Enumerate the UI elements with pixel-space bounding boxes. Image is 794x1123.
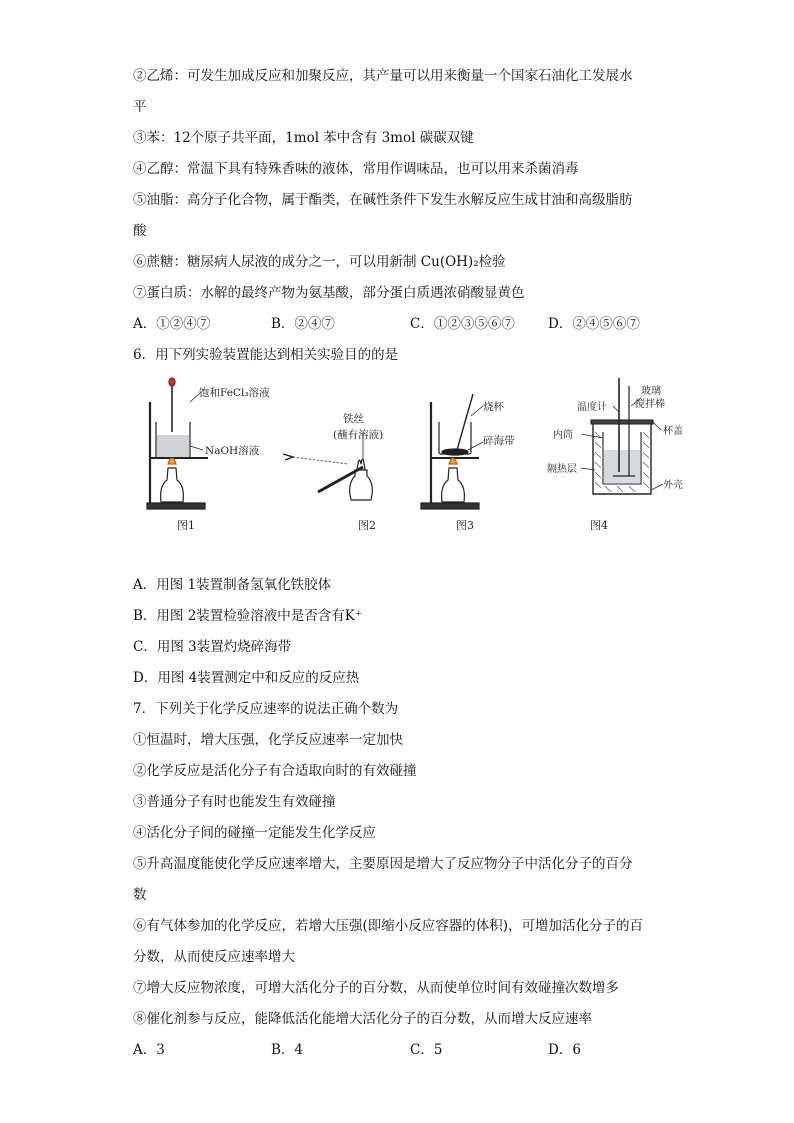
q7-item-8: ⑧催化剂参与反应，能降低活化能增大活化分子的百分数，从而增大反应速率 <box>133 1011 592 1027</box>
fig3-caption: 图3 <box>456 519 474 532</box>
q7-item-7: ⑦增大反应物浓度，可增大活化分子的百分数，从而使单位时间有效碰撞次数增多 <box>133 980 619 996</box>
fig3-apparatus <box>421 394 483 509</box>
fig3-label-beaker: 烧杯 <box>483 401 504 413</box>
fig1-label-fecl3: 饱和FeCl₃溶液 <box>199 387 270 399</box>
q5-option-d: D．②④⑤⑥⑦ <box>548 316 640 332</box>
fig4-label-shell: 外壳 <box>663 480 683 491</box>
q7-option-a: A．3 <box>133 1042 165 1058</box>
fig4-caption: 图4 <box>590 519 608 532</box>
q5-item-2: ②乙烯：可发生加成反应和加聚反应，其产量可以用来衡量一个国家石油化工发展水 <box>133 68 633 84</box>
q7-option-b: B．4 <box>271 1042 304 1058</box>
q7-stem: 7．下列关于化学反应速率的说法正确个数为 <box>133 701 399 717</box>
q5-item-4: ④乙醇：常温下具有特殊香味的液体，常用作调味品，也可以用来杀菌消毒 <box>133 161 579 177</box>
q5-option-a: A．①②④⑦ <box>133 316 211 332</box>
q5-item-2-cont: 平 <box>133 99 147 115</box>
fig1-label-naoh: NaOH溶液 <box>205 445 260 457</box>
apparatus-drawing <box>133 372 733 547</box>
q7-item-6: ⑥有气体参加的化学反应，若增大压强(即缩小反应容器的体积)，可增加活化分子的百 <box>133 918 644 934</box>
q7-item-5: ⑤升高温度能使化学反应速率增大，主要原因是增大了反应物分子中活化分子的百分 <box>133 856 633 872</box>
q7-item-2: ②化学反应是活化分子有合适取向时的有效碰撞 <box>133 763 417 779</box>
q5-item-6: ⑥蔗糖：糖尿病人尿液的成分之一，可以用新制 Cu(OH)₂检验 <box>133 254 506 270</box>
q7-option-d: D．6 <box>548 1042 581 1058</box>
fig2-apparatus <box>283 432 372 500</box>
fig2-caption: 图2 <box>358 519 376 532</box>
fig4-label-insulation: 隔热层 <box>547 464 577 475</box>
q5-option-b: B．②④⑦ <box>271 316 335 332</box>
q6-option-c: C．用图 3装置灼烧碎海带 <box>133 639 292 655</box>
q5-option-c: C．①②③⑤⑥⑦ <box>410 316 515 332</box>
q7-option-c: C．5 <box>410 1042 443 1058</box>
fig4-label-inner: 内筒 <box>553 430 573 441</box>
fig2-label-dipped: (蘸有溶液) <box>333 429 384 441</box>
fig4-label-lid: 杯盖 <box>663 426 683 437</box>
fig4-label-thermometer: 温度计 <box>577 402 607 413</box>
q5-item-7: ⑦蛋白质：水解的最终产物为氨基酸，部分蛋白质遇浓硝酸显黄色 <box>133 285 525 301</box>
q6-stem: 6．用下列实验装置能达到相关实验目的的是 <box>133 347 399 363</box>
q7-item-4: ④活化分子间的碰撞一定能发生化学反应 <box>133 825 376 841</box>
q7-item-1: ①恒温时，增大压强，化学反应速率一定加快 <box>133 732 403 748</box>
q5-item-3: ③苯：12个原子共平面，1mol 苯中含有 3mol 碳碳双键 <box>133 130 474 146</box>
q7-item-6-cont: 分数，从而使反应速率增大 <box>133 949 295 965</box>
fig1-caption: 图1 <box>177 519 195 532</box>
q6-option-a: A．用图 1装置制备氢氧化铁胶体 <box>133 577 332 593</box>
q6-option-b: B．用图 2装置检验溶液中是否含有K⁺ <box>133 608 363 624</box>
q7-item-5-cont: 数 <box>133 887 147 903</box>
q5-item-5-cont: 酸 <box>133 223 147 239</box>
fig2-label-wire: 铁丝 <box>343 413 364 425</box>
q6-apparatus-figure <box>133 372 733 547</box>
fig3-label-kelp: 碎海带 <box>483 435 515 447</box>
fig4-label-stirrer-b: 搅拌棒 <box>635 399 665 410</box>
q7-item-3: ③普通分子有时也能发生有效碰撞 <box>133 794 336 810</box>
fig4-label-stirrer-a: 玻璃 <box>641 386 661 397</box>
q5-item-5: ⑤油脂：高分子化合物，属于酯类，在碱性条件下发生水解反应生成甘油和高级脂肪 <box>133 192 633 208</box>
q6-option-d: D．用图 4装置测定中和反应的反应热 <box>133 670 360 686</box>
